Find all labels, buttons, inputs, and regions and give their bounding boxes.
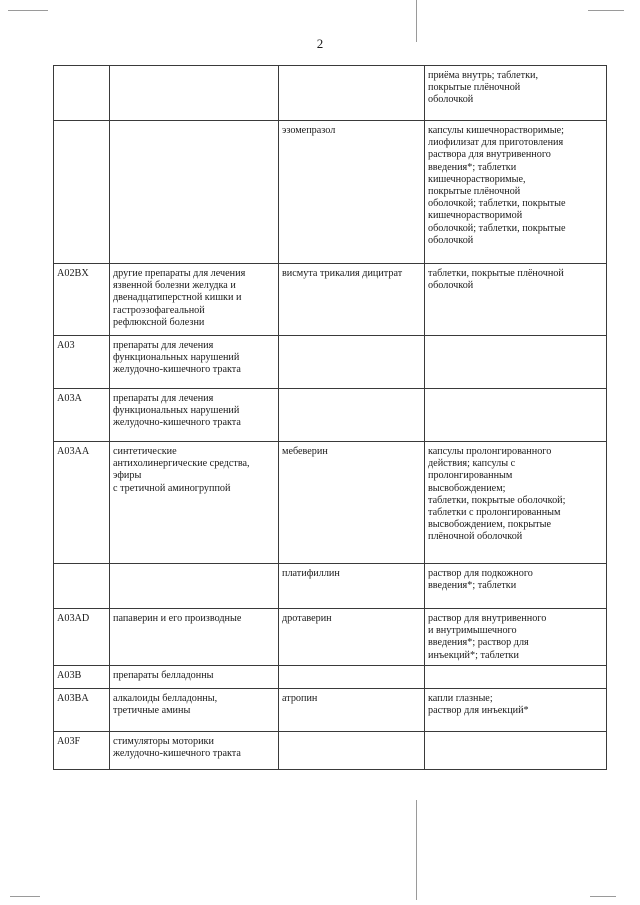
cell-text-line: высвобождением, покрытые xyxy=(428,519,551,531)
cell-text: A02BX xyxy=(57,268,89,279)
cell-text: A03AD xyxy=(57,613,90,624)
anatomic-therapeutic-group-cell xyxy=(110,609,279,666)
table-row xyxy=(54,442,607,564)
table-row xyxy=(54,389,607,442)
scan-mark-bottom-vertical xyxy=(416,800,417,900)
atc-code-cell xyxy=(54,66,110,121)
anatomic-therapeutic-group-cell xyxy=(110,264,279,336)
cell-text-line: введения*; раствор для xyxy=(428,637,529,649)
page-number: 2 xyxy=(316,36,324,51)
dosage-forms-cell xyxy=(425,688,607,731)
drug-name-cell xyxy=(279,564,425,609)
scan-mark-bottom-left xyxy=(10,896,40,897)
cell-text-line: оболочкой; таблетки, покрытые xyxy=(428,198,566,210)
dosage-forms-cell xyxy=(425,264,607,336)
drug-name-cell xyxy=(279,264,425,336)
table-row xyxy=(54,665,607,688)
cell-text-line: оболочкой xyxy=(428,280,474,292)
cell-text-line: введения*; таблетки xyxy=(428,161,517,173)
cell-text-line: кишечнорастворимые, xyxy=(428,173,526,185)
drug-name-cell xyxy=(279,731,425,769)
cell-text: A03A xyxy=(57,393,82,404)
cell-text-line: оболочкой xyxy=(428,94,474,106)
table-row xyxy=(54,121,607,264)
atc-code-cell xyxy=(54,665,110,688)
cell-text-line: гастроэзофагеальной xyxy=(113,304,205,316)
cell-text-line: папаверин и его производные xyxy=(113,613,242,624)
cell-text-line: раствор для внутривенного xyxy=(428,613,547,624)
cell-text-line: таблетки с пролонгированным xyxy=(428,507,561,519)
cell-text-line: инъекций*; таблетки xyxy=(428,649,519,661)
anatomic-therapeutic-group-cell xyxy=(110,564,279,609)
anatomic-therapeutic-group-cell xyxy=(110,731,279,769)
cell-text-line: раствор для подкожного xyxy=(428,568,533,579)
cell-text-line: дротаверин xyxy=(282,613,332,624)
atc-code-cell xyxy=(54,264,110,336)
cell-text-line: высвобождением; xyxy=(428,482,506,494)
cell-text-line: желудочно-кишечного тракта xyxy=(113,417,241,429)
cell-text-line: раствора для внутривенного xyxy=(428,149,551,161)
table-body xyxy=(54,66,607,770)
cell-text-line: капли глазные; xyxy=(428,692,493,704)
cell-text: A03 xyxy=(57,340,75,351)
atc-code-cell xyxy=(54,389,110,442)
drug-name-cell xyxy=(279,66,425,121)
dosage-forms-cell xyxy=(425,564,607,609)
anatomic-therapeutic-group-cell xyxy=(110,336,279,389)
anatomic-therapeutic-group-cell xyxy=(110,66,279,121)
table-row xyxy=(54,66,607,121)
cell-text-line: язвенной болезни желудка и xyxy=(113,280,236,292)
drug-name-cell xyxy=(279,121,425,264)
atc-code-cell xyxy=(54,564,110,609)
cell-text-line: кишечнорастворимой xyxy=(428,210,523,222)
drug-name-cell xyxy=(279,336,425,389)
cell-text-line: третичные амины xyxy=(113,705,191,717)
cell-text-line: действия; капсулы с xyxy=(428,458,516,470)
cell-text-line: раствор для инъекций* xyxy=(428,705,529,717)
cell-text-line: функциональных нарушений xyxy=(113,405,240,417)
cell-text-line: оболочкой xyxy=(428,234,474,246)
anatomic-therapeutic-group-cell xyxy=(110,389,279,442)
cell-text-line: эзомепразол xyxy=(282,125,336,136)
table-row xyxy=(54,336,607,389)
cell-text-line: синтетические xyxy=(113,446,177,457)
table-row xyxy=(54,731,607,769)
atc-code-cell xyxy=(54,609,110,666)
drug-name-cell xyxy=(279,665,425,688)
cell-text: A03AA xyxy=(57,446,90,457)
cell-text-line: таблетки, покрытые плёночной xyxy=(428,268,564,279)
drug-name-cell xyxy=(279,688,425,731)
atc-code-cell xyxy=(54,731,110,769)
cell-text-line: лиофилизат для приготовления xyxy=(428,137,564,149)
dosage-forms-cell xyxy=(425,66,607,121)
cell-text-line: оболочкой; таблетки, покрытые xyxy=(428,222,566,234)
cell-text-line: и внутримышечного xyxy=(428,625,517,637)
atc-code-cell xyxy=(54,336,110,389)
scan-mark-top-left xyxy=(8,10,48,11)
cell-text-line: платифиллин xyxy=(282,568,340,579)
dosage-forms-cell xyxy=(425,442,607,564)
table-row xyxy=(54,264,607,336)
cell-text-line: атропин xyxy=(282,692,318,704)
cell-text-line: таблетки, покрытые оболочкой; xyxy=(428,494,566,506)
cell-text: A03B xyxy=(57,669,82,681)
cell-text-line: покрытые плёночной xyxy=(428,186,521,198)
dosage-forms-cell xyxy=(425,336,607,389)
drug-list-table xyxy=(53,65,607,770)
anatomic-therapeutic-group-cell xyxy=(110,121,279,264)
cell-text-line: двенадцатиперстной кишки и xyxy=(113,292,242,304)
table-row xyxy=(54,564,607,609)
anatomic-therapeutic-group-cell xyxy=(110,442,279,564)
cell-text-line: покрытые плёночной xyxy=(428,82,521,94)
scan-mark-bottom-right xyxy=(590,896,616,897)
cell-text-line: препараты белладонны xyxy=(113,669,214,681)
dosage-forms-cell xyxy=(425,389,607,442)
cell-text: A03F xyxy=(57,735,81,747)
atc-code-cell xyxy=(54,688,110,731)
cell-text-line: мебеверин xyxy=(282,446,328,457)
cell-text-line: висмута трикалия дицитрат xyxy=(282,268,403,279)
cell-text-line: стимуляторы моторики xyxy=(113,735,214,747)
cell-text-line: желудочно-кишечного тракта xyxy=(113,748,241,760)
cell-text-line: препараты для лечения xyxy=(113,393,214,404)
dosage-forms-cell xyxy=(425,731,607,769)
cell-text-line: желудочно-кишечного тракта xyxy=(113,364,241,376)
scan-mark-top-right xyxy=(588,10,624,11)
cell-text: A03BA xyxy=(57,692,89,704)
table-row xyxy=(54,688,607,731)
cell-text-line: другие препараты для лечения xyxy=(113,268,246,279)
cell-text-line: капсулы кишечнорастворимые; xyxy=(428,125,564,136)
table-row xyxy=(54,609,607,666)
cell-text-line: плёночной оболочкой xyxy=(428,531,523,543)
drug-name-cell xyxy=(279,442,425,564)
cell-text-line: алкалоиды белладонны, xyxy=(113,692,218,704)
cell-text-line: антихолинергические средства, xyxy=(113,458,250,470)
cell-text-line: препараты для лечения xyxy=(113,340,214,351)
cell-text-line: введения*; таблетки xyxy=(428,580,517,592)
dosage-forms-cell xyxy=(425,665,607,688)
cell-text-line: пролонгированным xyxy=(428,470,513,482)
atc-code-cell xyxy=(54,442,110,564)
atc-code-cell xyxy=(54,121,110,264)
drug-name-cell xyxy=(279,389,425,442)
anatomic-therapeutic-group-cell xyxy=(110,688,279,731)
anatomic-therapeutic-group-cell xyxy=(110,665,279,688)
cell-text-line: функциональных нарушений xyxy=(113,352,240,364)
cell-text-line: рефлюксной болезни xyxy=(113,316,205,328)
dosage-forms-cell xyxy=(425,609,607,666)
drug-name-cell xyxy=(279,609,425,666)
cell-text-line: капсулы пролонгированного xyxy=(428,446,552,457)
cell-text-line: с третичной аминогруппой xyxy=(113,482,231,494)
cell-text-line: эфиры xyxy=(113,470,142,482)
cell-text-line: приёма внутрь; таблетки, xyxy=(428,70,539,81)
dosage-forms-cell xyxy=(425,121,607,264)
